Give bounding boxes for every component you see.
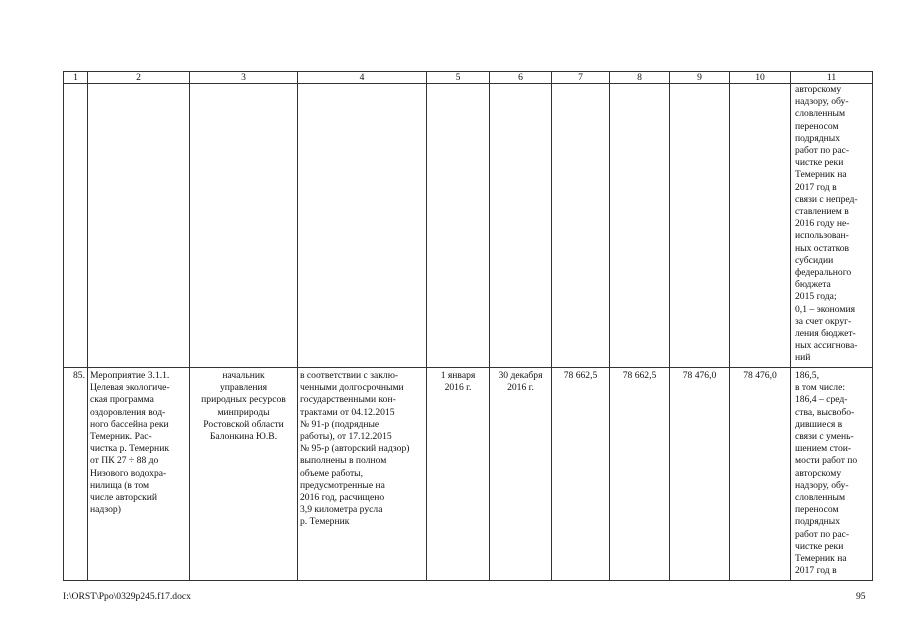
text-line: 2016 год, расчищено bbox=[300, 492, 385, 504]
text-line: связи с непред- bbox=[795, 193, 858, 205]
text-line: 2017 год в bbox=[795, 565, 837, 577]
text-line: авторскому bbox=[795, 84, 842, 95]
text-line: выполнены в полном bbox=[300, 455, 387, 467]
text-line: 2016 г. bbox=[507, 382, 534, 394]
text-line: р. Темерник bbox=[300, 516, 350, 528]
report-table bbox=[63, 71, 873, 581]
start-date-cell bbox=[427, 368, 490, 581]
text-line: Мероприятие 3.1.1. bbox=[90, 370, 170, 381]
text-line: подрядных bbox=[795, 516, 841, 528]
text-line: государственными кон- bbox=[300, 394, 396, 406]
table-cell bbox=[670, 84, 730, 368]
text-line: словленным bbox=[795, 108, 846, 120]
responsible-person-cell bbox=[190, 368, 298, 581]
text-line: ных ассигнова- bbox=[795, 340, 858, 352]
text-line: 2015 года; bbox=[795, 291, 837, 303]
end-date-cell bbox=[490, 368, 552, 581]
text-line: нилища (в том bbox=[90, 479, 150, 491]
table-cell bbox=[730, 84, 791, 368]
row-number-cell: 85. bbox=[64, 368, 88, 581]
text-line: субсидии bbox=[795, 254, 834, 266]
table-row-85 bbox=[64, 368, 873, 581]
text-line: мости работ по bbox=[795, 455, 858, 467]
column-number: 9 bbox=[670, 72, 730, 84]
text-line: ний bbox=[795, 352, 811, 364]
text-line: оздоровления вод- bbox=[90, 406, 166, 418]
text-line: в соответствии с заклю- bbox=[300, 370, 399, 381]
text-line: минприроды bbox=[217, 406, 270, 418]
column-number: 3 bbox=[190, 72, 298, 84]
column-number: 2 bbox=[88, 72, 190, 84]
remarks-cell bbox=[791, 84, 873, 368]
text-line: 186,5, bbox=[795, 370, 819, 381]
text-line: Темерник на bbox=[795, 169, 847, 181]
table-cell bbox=[490, 84, 552, 368]
text-line: федерального bbox=[795, 267, 852, 279]
measure-name-cell bbox=[88, 368, 190, 581]
text-line: Темерник. Рас- bbox=[90, 431, 152, 443]
text-line: Ростовской области bbox=[203, 418, 284, 430]
text-line: ного бассейна реки bbox=[90, 418, 169, 430]
text-line: 2016 году не- bbox=[795, 218, 850, 230]
text-line: 1 января bbox=[440, 370, 476, 381]
text-line: № 95-р (авторский надзор) bbox=[300, 443, 410, 455]
text-line: ных остатков bbox=[795, 242, 850, 254]
result-description-cell bbox=[298, 368, 427, 581]
text-line: природных ресурсов bbox=[201, 394, 286, 406]
text-line: трактами от 04.12.2015 bbox=[300, 406, 395, 418]
table-cell bbox=[610, 84, 670, 368]
column-number: 11 bbox=[791, 72, 873, 84]
text-line: в том числе: bbox=[795, 382, 846, 394]
value-cell-9: 78 476,0 bbox=[670, 368, 730, 581]
text-line: чистке реки bbox=[795, 157, 844, 169]
text-line: 2016 г. bbox=[444, 382, 472, 394]
text-line: за счет округ- bbox=[795, 315, 852, 327]
text-line: предусмотренные на bbox=[300, 479, 385, 491]
text-line: 0,1 – экономия bbox=[795, 303, 856, 315]
text-line: переносом bbox=[795, 120, 839, 132]
table-cell bbox=[64, 84, 88, 368]
value-cell-10: 78 476,0 bbox=[730, 368, 791, 581]
table-cell bbox=[298, 84, 427, 368]
text-line: связи с умень- bbox=[795, 431, 854, 443]
text-line: подрядных bbox=[795, 132, 841, 144]
text-line: 186,4 – сред- bbox=[795, 394, 848, 406]
table-row-continuation bbox=[64, 84, 873, 368]
column-number: 8 bbox=[610, 72, 670, 84]
text-line: словленным bbox=[795, 492, 846, 504]
text-line: работы), от 17.12.2015 bbox=[300, 431, 392, 443]
text-line: числе авторский bbox=[90, 492, 158, 504]
text-line: ская программа bbox=[90, 394, 154, 406]
text-line: бюджета bbox=[795, 279, 831, 291]
table-cell bbox=[88, 84, 190, 368]
text-line: 2017 год в bbox=[795, 181, 837, 193]
table-cell bbox=[552, 84, 610, 368]
file-path-footer: I:\ORST\Ppo\0329p245.f17.docx bbox=[63, 591, 191, 602]
text-line: работ по рас- bbox=[795, 528, 850, 540]
remarks-cell bbox=[791, 368, 873, 581]
text-line: надзору, обу- bbox=[795, 96, 849, 108]
column-number: 6 bbox=[490, 72, 552, 84]
text-line: авторскому bbox=[795, 467, 842, 479]
page-number: 95 bbox=[856, 591, 866, 602]
text-line: Целевая экологиче- bbox=[90, 382, 170, 394]
text-line: переносом bbox=[795, 504, 839, 516]
text-line: дившиеся в bbox=[795, 418, 843, 430]
text-line: ставлением в bbox=[795, 206, 849, 218]
table-cell bbox=[190, 84, 298, 368]
text-line: чистке реки bbox=[795, 540, 844, 552]
text-line: ления бюджет- bbox=[795, 328, 856, 340]
text-line: надзор) bbox=[90, 504, 121, 516]
text-line: № 91-р (подрядные bbox=[300, 418, 380, 430]
text-line: начальник bbox=[222, 370, 265, 381]
column-number-header-row bbox=[64, 72, 873, 84]
column-number: 5 bbox=[427, 72, 490, 84]
text-line: Балонкина Ю.В. bbox=[209, 431, 278, 443]
text-line: работ по рас- bbox=[795, 145, 850, 157]
text-line: использован- bbox=[795, 230, 849, 242]
text-line: шением стои- bbox=[795, 443, 852, 455]
text-line: Низового водохра- bbox=[90, 467, 167, 479]
text-line: надзору, обу- bbox=[795, 479, 849, 491]
text-line: от ПК 27 ÷ 88 до bbox=[90, 455, 159, 467]
text-line: ства, высвобо- bbox=[795, 406, 855, 418]
column-number: 10 bbox=[730, 72, 791, 84]
column-number: 7 bbox=[552, 72, 610, 84]
text-line: 3,9 километра русла bbox=[300, 504, 383, 516]
text-line: 30 декабря bbox=[498, 370, 543, 381]
text-line: ченными долгосрочными bbox=[300, 382, 404, 394]
value-cell-7: 78 662,5 bbox=[552, 368, 610, 581]
table-cell bbox=[427, 84, 490, 368]
text-line: управления bbox=[219, 382, 268, 394]
text-line: Темерник на bbox=[795, 553, 847, 565]
column-number: 4 bbox=[298, 72, 427, 84]
text-line: объеме работы, bbox=[300, 467, 364, 479]
text-line: чистка р. Темерник bbox=[90, 443, 169, 455]
column-number: 1 bbox=[64, 72, 88, 84]
value-cell-8: 78 662,5 bbox=[610, 368, 670, 581]
